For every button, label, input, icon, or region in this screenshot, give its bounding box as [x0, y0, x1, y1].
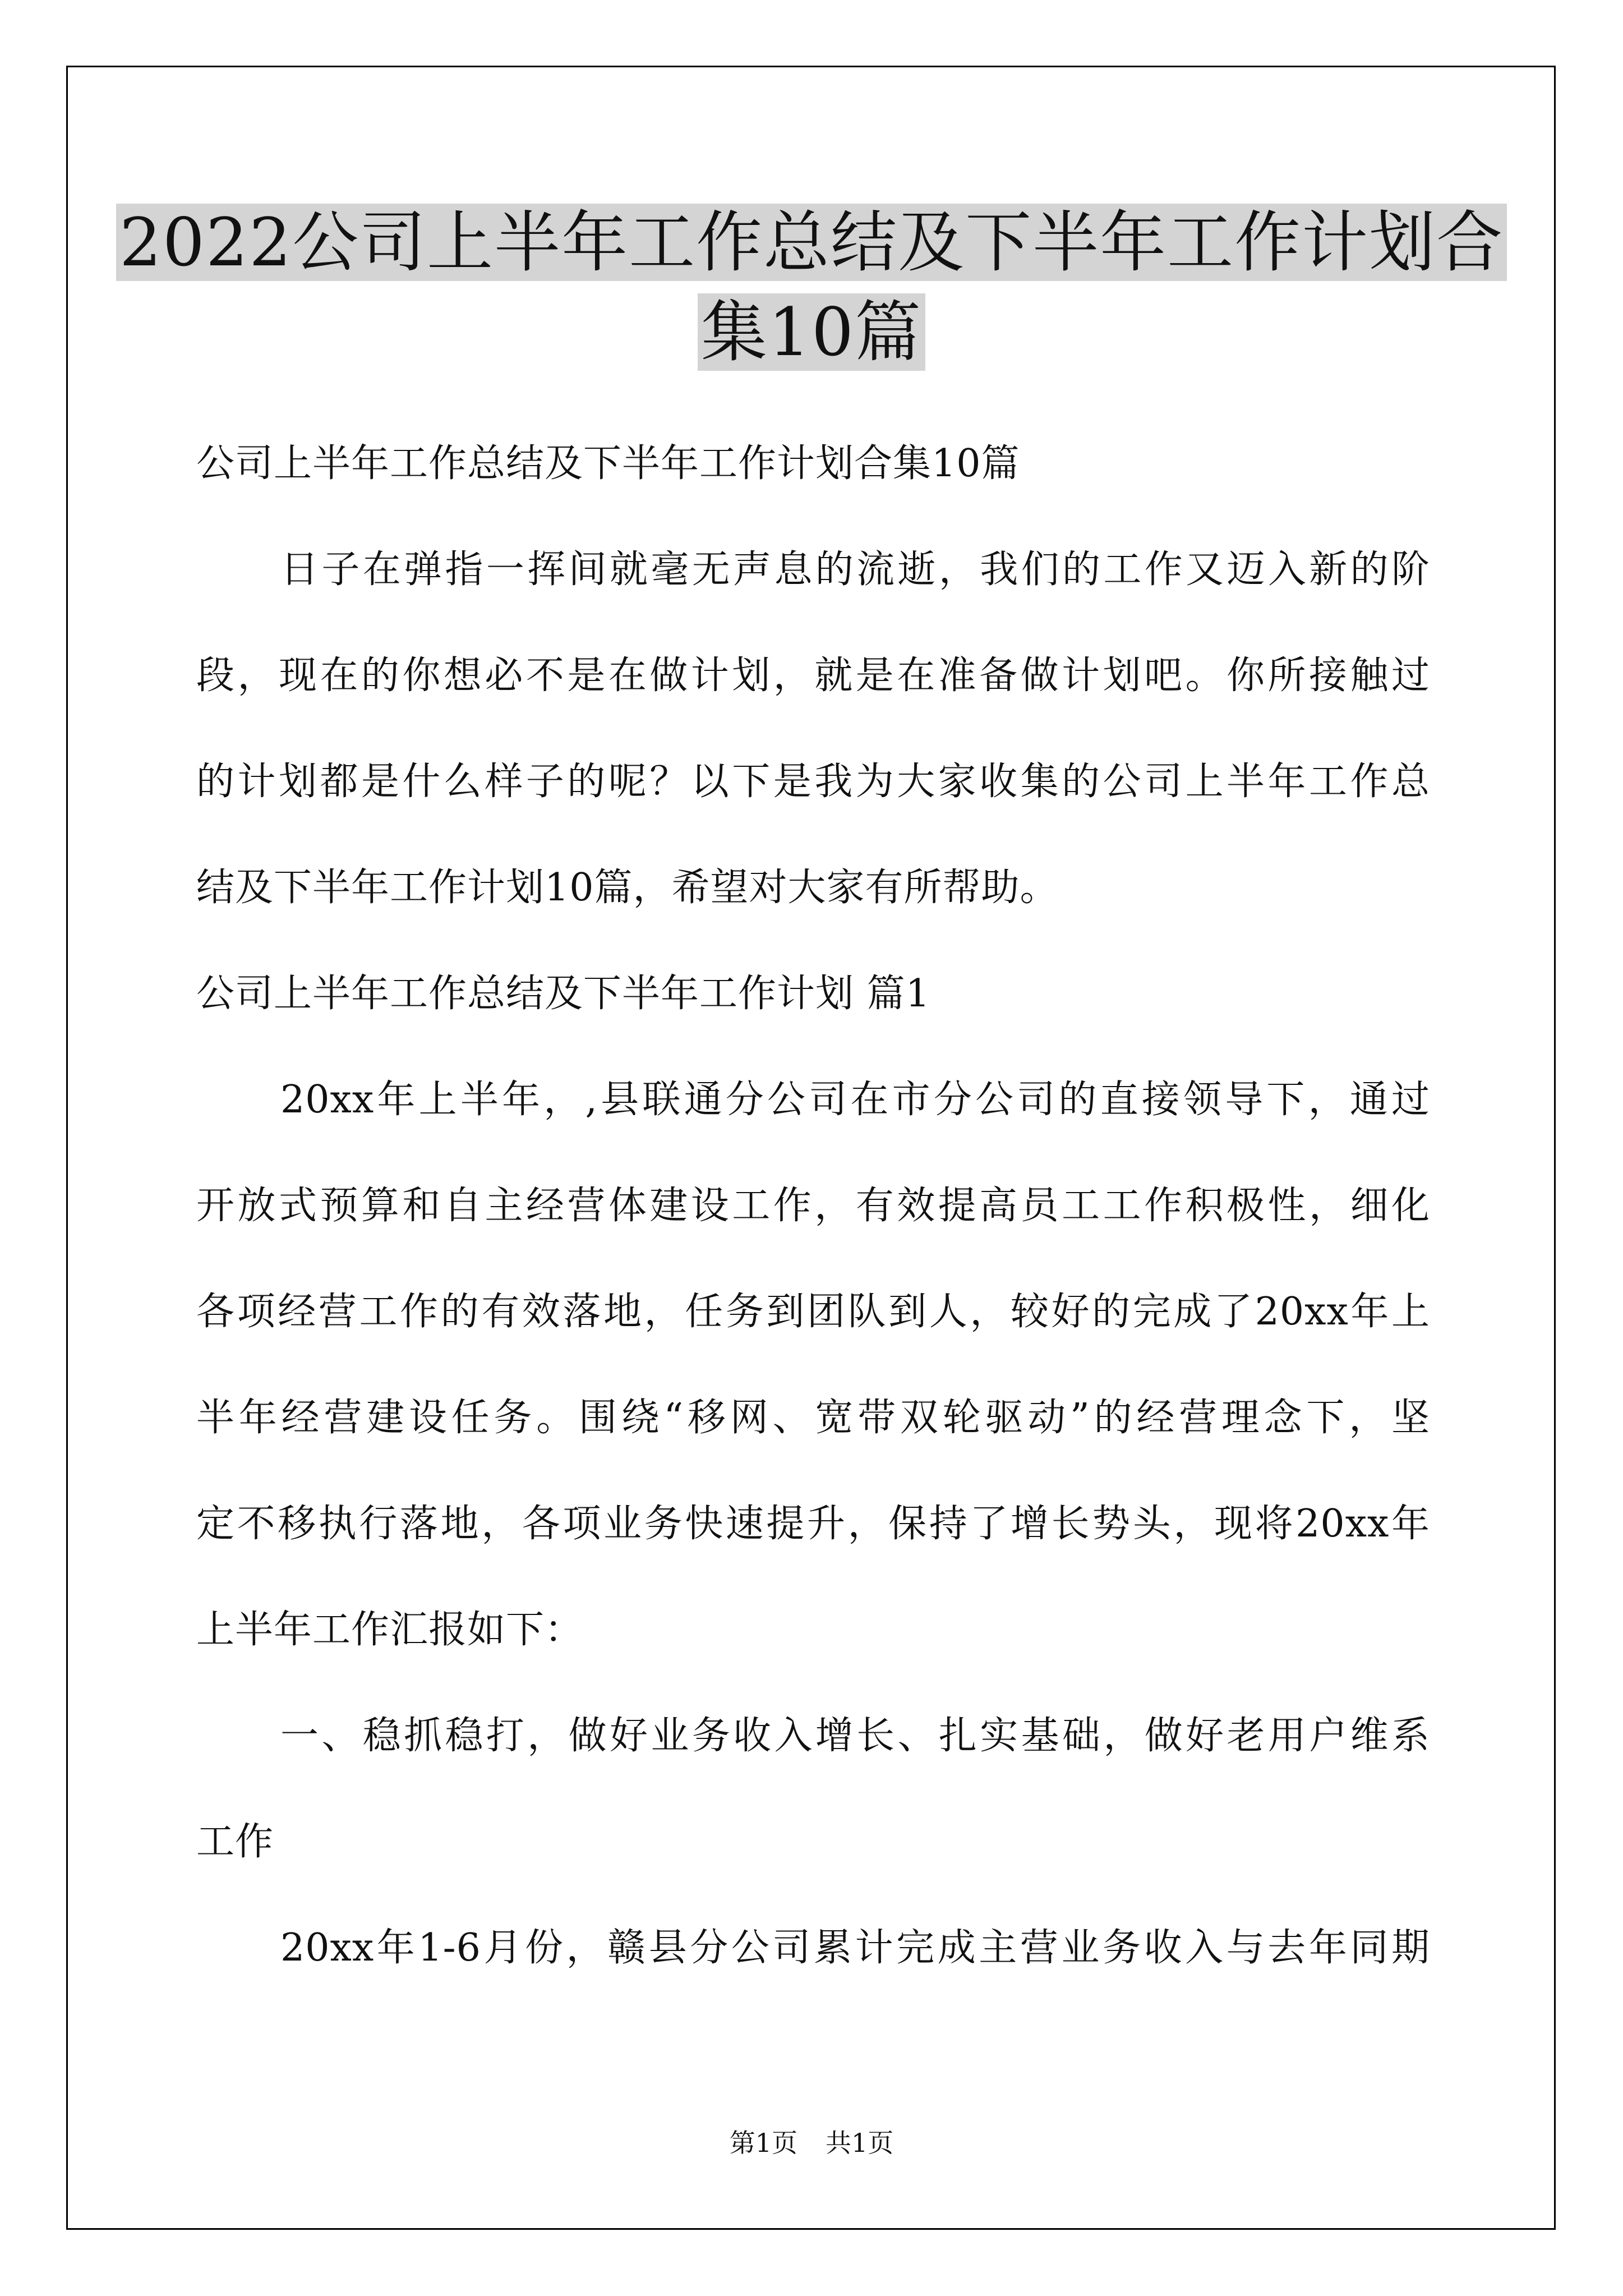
paragraph-line: 开放式预算和自主经营体建设工作，有效提高员工工作积极性，细化 [196, 1184, 1430, 1228]
page-footer [0, 2126, 1623, 2160]
paragraph-line: 结及下半年工作计划10篇，希望对大家有所帮助。 [196, 866, 1059, 910]
paragraph-line: 各项经营工作的有效落地，任务到团队到人，较好的完成了20xx年上 [196, 1290, 1430, 1334]
paragraph-line: 20xx年1-6月份，赣县分公司累计完成主营业务收入与去年同期 [280, 1926, 1430, 1970]
page-total: 共1页 [826, 2128, 894, 2158]
paragraph-line: 段，现在的你想必不是在做计划，就是在准备做计划吧。你所接触过 [196, 654, 1430, 698]
document-title: 2022公司上半年工作总结及下半年工作计划合 [112, 192, 1511, 293]
page-border [66, 66, 1556, 2230]
paragraph-line: 半年经营建设任务。围绕“移网、宽带双轮驱动”的经营理念下，坚 [196, 1396, 1430, 1440]
paragraph-line: 20xx年上半年，,县联通分公司在市分公司的直接领导下，通过 [280, 1078, 1430, 1122]
page-number: 第1页 [729, 2128, 797, 2158]
paragraph-line: 定不移执行落地，各项业务快速提升，保持了增长势头，现将20xx年 [196, 1502, 1430, 1546]
paragraph-line: 一、稳抓稳打，做好业务收入增长、扎实基础，做好老用户维系 [280, 1714, 1430, 1758]
paragraph-line: 上半年工作汇报如下： [196, 1608, 584, 1652]
subtitle-line: 公司上半年工作总结及下半年工作计划合集10篇 [196, 441, 1020, 486]
section-heading: 公司上半年工作总结及下半年工作计划 篇1 [196, 972, 930, 1016]
paragraph-line: 日子在弹指一挥间就毫无声息的流逝，我们的工作又迈入新的阶 [280, 547, 1430, 592]
paragraph-line: 工作 [196, 1820, 274, 1864]
paragraph-line: 的计划都是什么样子的呢？以下是我为大家收集的公司上半年工作总 [196, 760, 1430, 804]
document-title-continued: 集10篇 [112, 282, 1511, 383]
